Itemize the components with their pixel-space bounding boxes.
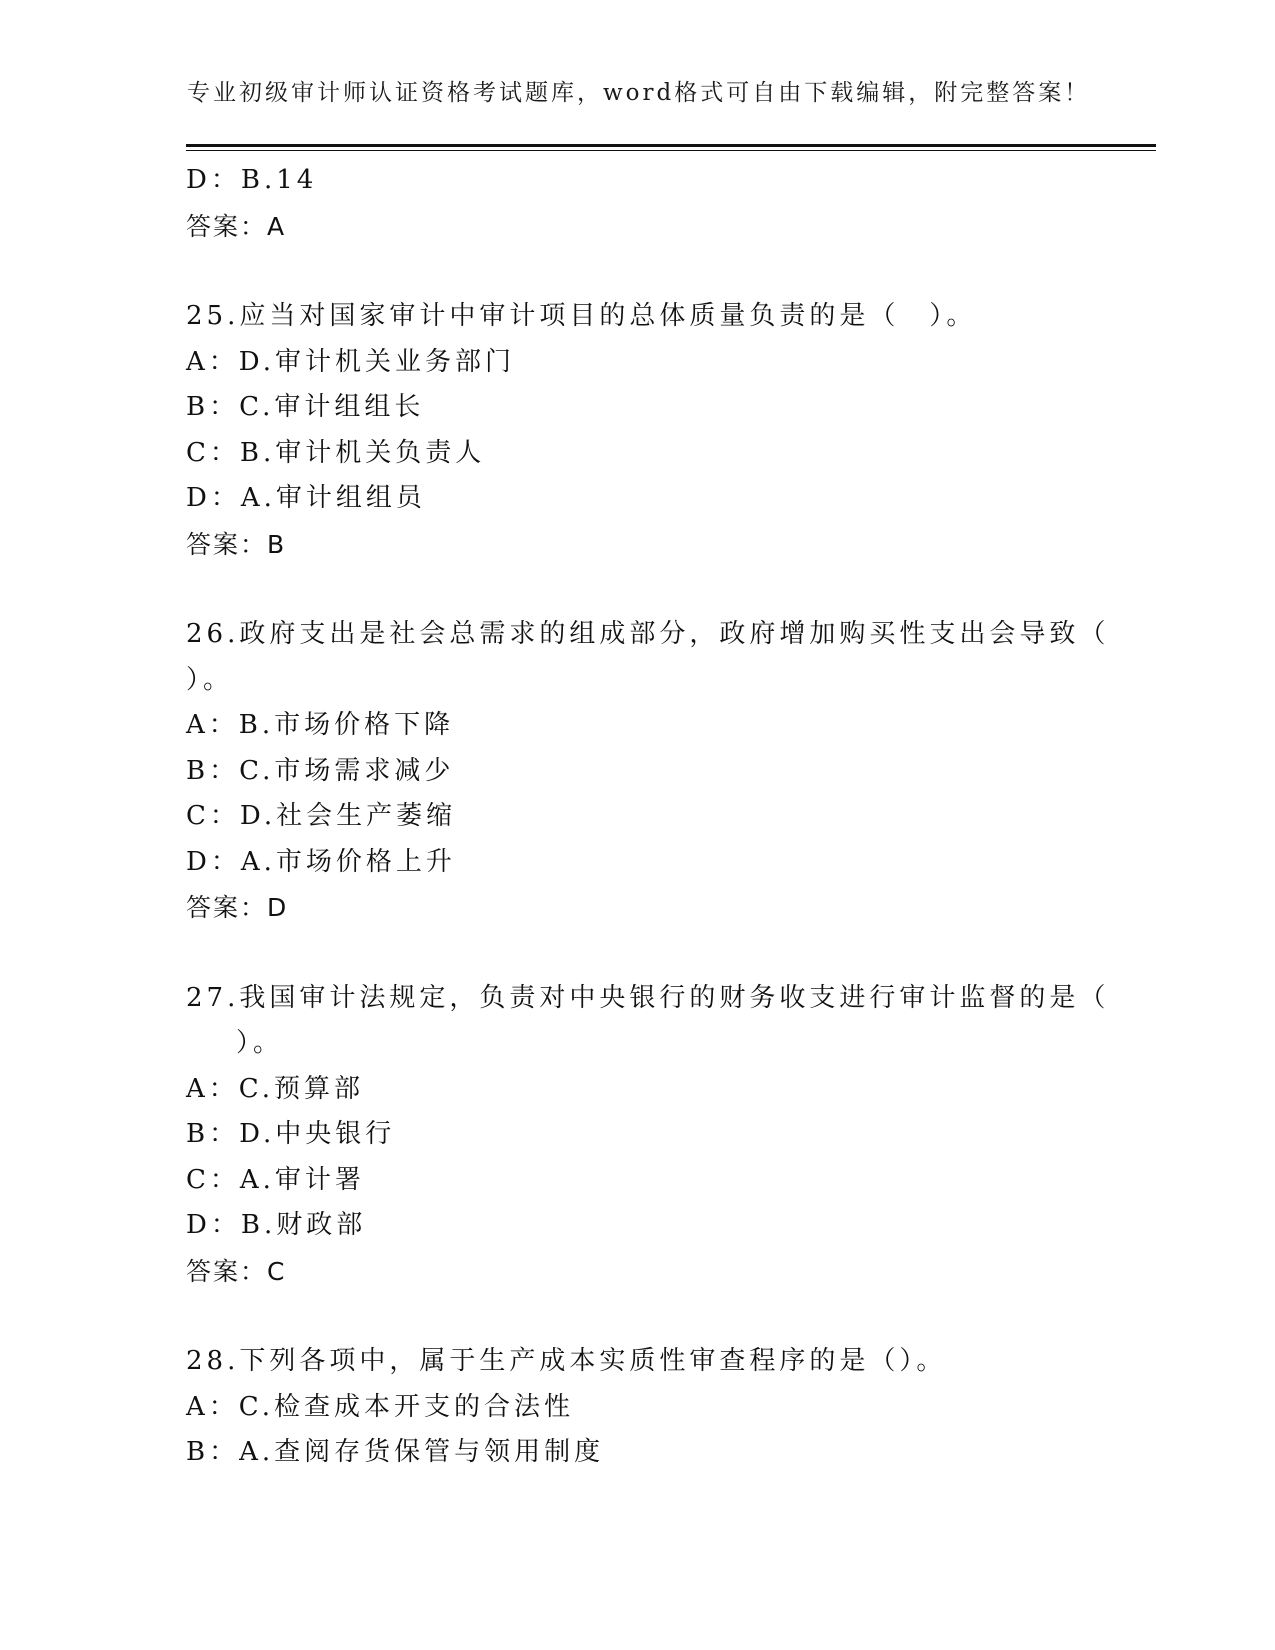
option-d: D：A.审计组组员 <box>186 483 426 513</box>
answer-line: 答案：B <box>186 529 287 559</box>
question-stem: 26.政府支出是社会总需求的组成部分，政府增加购买性支出会导致（ <box>186 619 1110 649</box>
option-b: B：C.审计组组长 <box>186 392 425 422</box>
option-b: B：A.查阅存货保管与领用制度 <box>186 1437 605 1467</box>
answer-line: 答案：D <box>186 893 289 922</box>
option-d: D：B.财政部 <box>186 1210 367 1240</box>
option-a: A：C.检查成本开支的合法性 <box>186 1391 575 1422</box>
answer-line: 答案：A <box>186 211 287 241</box>
option-d: D：A.市场价格上升 <box>186 846 456 877</box>
page-header: 专业初级审计师认证资格考试题库，word格式可自由下载编辑，附完整答案！ <box>187 80 1091 106</box>
question-stem: 28.下列各项中，属于生产成本实质性审查程序的是（）。 <box>186 1346 947 1376</box>
option-c: C：A.审计署 <box>186 1164 365 1195</box>
header-rule-thick <box>186 144 1156 147</box>
header-rule-thin <box>186 150 1156 151</box>
option-a: A：D.审计机关业务部门 <box>186 346 515 377</box>
question-list <box>186 158 1110 1476</box>
option-d: D：B.14 <box>186 165 318 195</box>
option-c: C：B.审计机关负责人 <box>186 437 486 468</box>
option-b: B：C.市场需求减少 <box>186 755 455 786</box>
option-c: C：D.社会生产萎缩 <box>186 801 457 831</box>
option-a: A：B.市场价格下降 <box>186 710 455 740</box>
option-b: B：D.中央银行 <box>186 1119 396 1149</box>
option-a: A：C.预算部 <box>186 1073 365 1104</box>
question-stem: 25.应当对国家审计中审计项目的总体质量负责的是（ ）。 <box>186 301 977 331</box>
question-stem-continuation: ）。 <box>236 1028 284 1058</box>
answer-line: 答案：C <box>186 1256 287 1286</box>
question-stem-continuation: ）。 <box>186 664 234 695</box>
question-stem: 27.我国审计法规定，负责对中央银行的财务收支进行审计监督的是（ <box>186 982 1110 1013</box>
